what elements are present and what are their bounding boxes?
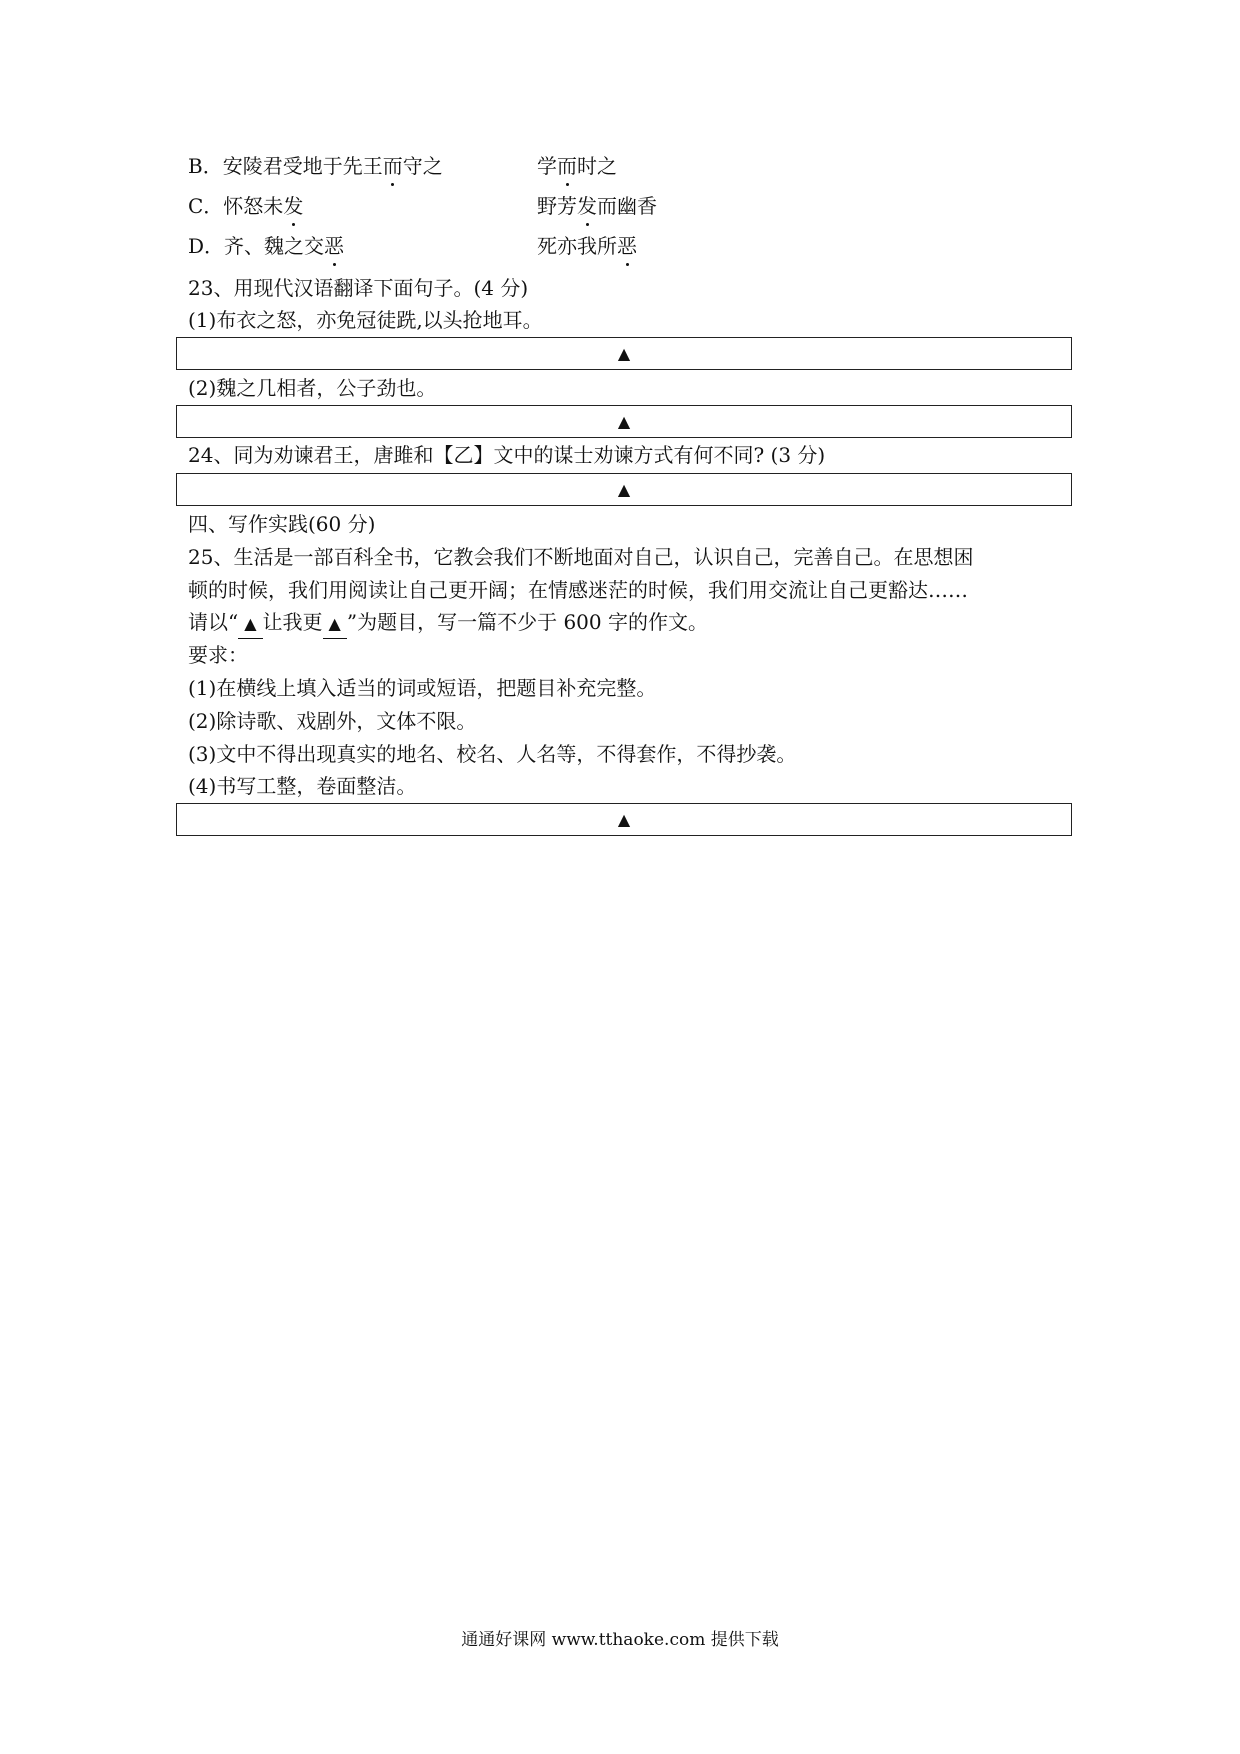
option-c-right: 野芳发而幽香	[537, 194, 657, 218]
answer-box-23-2[interactable]	[176, 405, 1072, 438]
requirement-4: (4)书写工整，卷面整洁。	[188, 774, 417, 798]
option-d-left: D．齐、魏之交恶	[188, 234, 345, 258]
question-23-sentence-1: (1)布衣之怒，亦免冠徒跣,以头抢地耳。	[188, 308, 543, 332]
footer-credit: 通通好课网 www.tthaoke.com 提供下载	[461, 1630, 779, 1650]
title-blank-1[interactable]: ▲	[238, 608, 262, 639]
section-4-heading: 四、写作实践(60 分)	[188, 512, 376, 536]
title-blank-2[interactable]: ▲	[323, 608, 347, 639]
answer-box-23-1[interactable]	[176, 337, 1072, 370]
answer-box-25[interactable]	[176, 803, 1072, 836]
option-b-left: B．安陵君受地于先王而守之	[188, 154, 443, 178]
option-c-left: C．怀怒未发	[188, 194, 304, 218]
triangle-marker-icon: ▲	[617, 344, 631, 363]
question-24-title: 24、同为劝谏君王，唐雎和【乙】文中的谋士劝谏方式有何不同? (3 分)	[188, 443, 826, 467]
emphasis-char: 而	[557, 154, 577, 178]
emphasis-char: 恶	[617, 234, 637, 258]
option-b-right: 学而时之	[537, 154, 617, 178]
question-25-para-1: 25、生活是一部百科全书，它教会我们不断地面对自己，认识自己，完善自己。在思想困	[188, 545, 974, 569]
question-23-sentence-2: (2)魏之几相者，公子劲也。	[188, 376, 437, 400]
question-25-prompt: 请以“ ▲ 让我更 ▲ ”为题目，写一篇不少于 600 字的作文。	[188, 608, 708, 639]
triangle-marker-icon: ▲	[617, 810, 631, 829]
answer-box-24[interactable]	[176, 473, 1072, 506]
requirements-title: 要求：	[188, 643, 248, 667]
option-d-right: 死亦我所恶	[537, 234, 637, 258]
emphasis-char: 恶	[324, 234, 345, 258]
triangle-marker-icon: ▲	[617, 412, 631, 431]
requirement-3: (3)文中不得出现真实的地名、校名、人名等，不得套作，不得抄袭。	[188, 742, 797, 766]
requirement-1: (1)在横线上填入适当的词或短语，把题目补充完整。	[188, 676, 657, 700]
question-23-title: 23、用现代汉语翻译下面句子。(4 分)	[188, 276, 529, 300]
emphasis-char: 而	[382, 154, 403, 178]
question-25-para-2: 顿的时候，我们用阅读让自己更开阔；在情感迷茫的时候，我们用交流让自己更豁达……	[188, 578, 968, 602]
emphasis-char: 发	[283, 194, 304, 218]
requirement-2: (2)除诗歌、戏剧外，文体不限。	[188, 709, 477, 733]
triangle-marker-icon: ▲	[617, 480, 631, 499]
emphasis-char: 发	[577, 194, 597, 218]
